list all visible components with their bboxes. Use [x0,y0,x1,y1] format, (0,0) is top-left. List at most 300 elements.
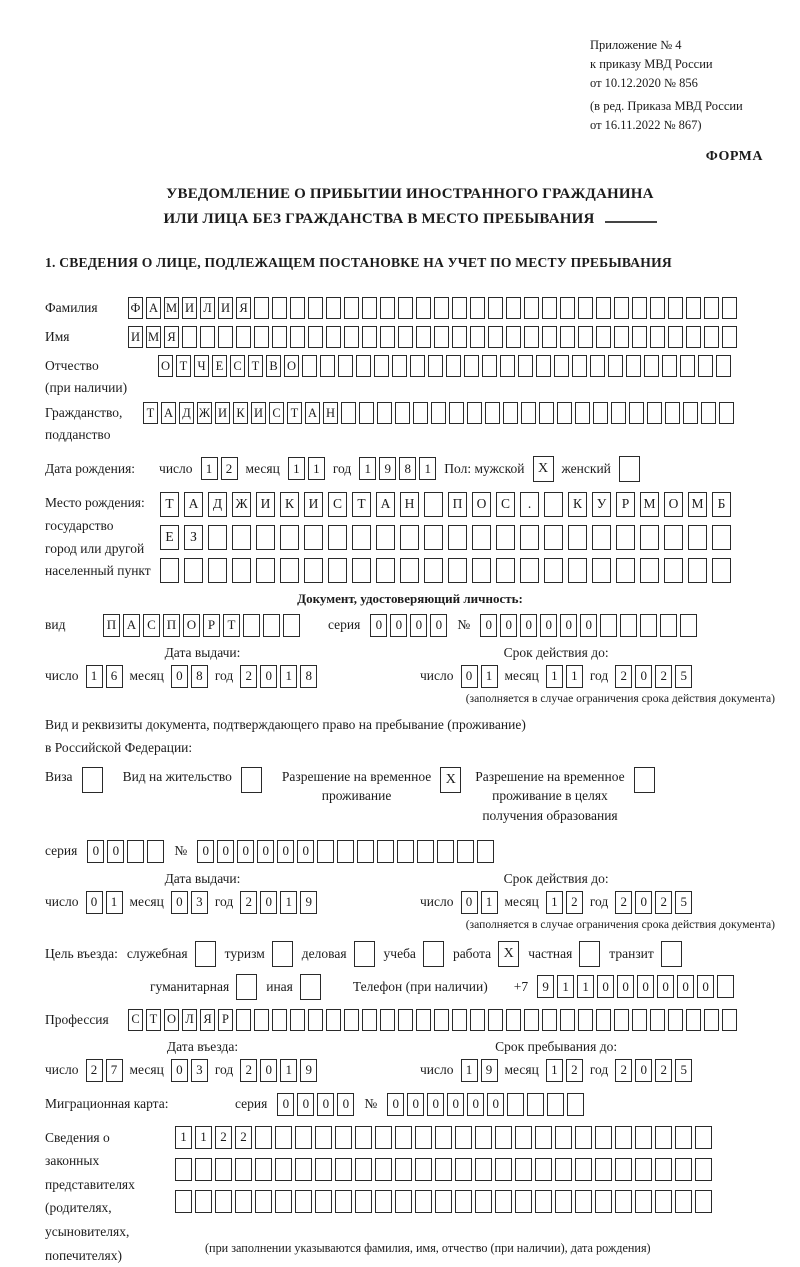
char-cell[interactable] [175,1190,192,1213]
phone-cells[interactable] [537,975,734,998]
char-cell[interactable] [424,525,443,550]
char-cell[interactable] [555,1190,572,1213]
char-cell[interactable] [215,1190,232,1213]
sex-male-checkbox[interactable] [533,456,554,482]
char-cell[interactable] [392,355,407,377]
purpose-study-checkbox[interactable] [423,941,444,967]
char-cell[interactable] [308,1009,323,1031]
visa-checkbox[interactable] [82,767,103,793]
char-cell[interactable] [355,1190,372,1213]
char-cell[interactable]: 2 [566,1059,583,1082]
char-cell[interactable]: 1 [546,1059,563,1082]
char-cell[interactable]: 1 [419,457,436,480]
char-cell[interactable] [650,1009,665,1031]
char-cell[interactable] [410,355,425,377]
char-cell[interactable] [362,297,377,319]
char-cell[interactable] [375,1158,392,1181]
char-cell[interactable]: О [472,492,491,517]
char-cell[interactable] [495,1190,512,1213]
char-cell[interactable]: 1 [106,891,123,914]
char-cell[interactable]: 0 [635,1059,652,1082]
char-cell[interactable] [352,525,371,550]
char-cell[interactable] [496,558,515,583]
char-cell[interactable]: 0 [387,1093,404,1116]
char-cell[interactable] [640,558,659,583]
char-cell[interactable] [449,402,464,424]
char-cell[interactable] [568,525,587,550]
char-cell[interactable] [547,1093,564,1116]
char-cell[interactable]: Н [323,402,338,424]
char-cell[interactable] [472,558,491,583]
char-cell[interactable]: М [164,297,179,319]
char-cell[interactable]: М [688,492,707,517]
char-cell[interactable] [398,297,413,319]
char-cell[interactable]: 0 [540,614,557,637]
char-cell[interactable]: 1 [86,665,103,688]
char-cell[interactable] [400,525,419,550]
char-cell[interactable] [560,297,575,319]
purpose-commercial-checkbox[interactable] [354,941,375,967]
char-cell[interactable] [712,558,731,583]
char-cell[interactable] [344,297,359,319]
char-cell[interactable]: 6 [106,665,123,688]
char-cell[interactable] [698,355,713,377]
char-cell[interactable] [539,402,554,424]
char-cell[interactable]: П [103,614,120,637]
char-cell[interactable] [632,1009,647,1031]
char-cell[interactable]: О [164,1009,179,1031]
char-cell[interactable]: 0 [407,1093,424,1116]
char-cell[interactable] [326,1009,341,1031]
char-cell[interactable]: 0 [257,840,274,863]
char-cell[interactable] [686,1009,701,1031]
char-cell[interactable] [544,492,563,517]
char-cell[interactable] [423,941,444,967]
char-cell[interactable]: О [158,355,173,377]
char-cell[interactable] [415,1126,432,1149]
char-cell[interactable] [308,326,323,348]
char-cell[interactable] [686,297,701,319]
stay-year-cells[interactable] [615,1059,692,1082]
char-cell[interactable] [575,1190,592,1213]
char-cell[interactable] [428,355,443,377]
char-cell[interactable] [542,1009,557,1031]
char-cell[interactable] [572,355,587,377]
char-cell[interactable] [722,326,737,348]
char-cell[interactable]: 0 [197,840,214,863]
res-issue-month-cells[interactable] [171,891,208,914]
char-cell[interactable] [544,558,563,583]
purpose-humanitarian-checkbox[interactable] [236,974,257,1000]
char-cell[interactable] [338,355,353,377]
char-cell[interactable]: К [233,402,248,424]
char-cell[interactable] [302,355,317,377]
char-cell[interactable] [395,1158,412,1181]
char-cell[interactable] [395,1126,412,1149]
char-cell[interactable]: 2 [240,1059,257,1082]
char-cell[interactable] [280,525,299,550]
char-cell[interactable] [592,525,611,550]
birth-month-cells[interactable] [288,457,325,480]
char-cell[interactable] [675,1126,692,1149]
char-cell[interactable] [661,941,682,967]
char-cell[interactable]: Я [200,1009,215,1031]
char-cell[interactable]: С [496,492,515,517]
char-cell[interactable]: Ж [197,402,212,424]
char-cell[interactable] [616,558,635,583]
char-cell[interactable]: Т [160,492,179,517]
char-cell[interactable] [575,1126,592,1149]
char-cell[interactable]: Ж [232,492,251,517]
char-cell[interactable] [452,297,467,319]
char-cell[interactable]: 0 [461,891,478,914]
char-cell[interactable]: Т [223,614,240,637]
char-cell[interactable] [435,1158,452,1181]
doc-number-cells[interactable] [480,614,697,637]
char-cell[interactable] [524,297,539,319]
char-cell[interactable] [435,1126,452,1149]
char-cell[interactable]: 9 [300,891,317,914]
birthplace-row2-cells[interactable] [160,525,731,550]
char-cell[interactable]: Р [218,1009,233,1031]
char-cell[interactable]: С [269,402,284,424]
birthplace-row1-cells[interactable] [160,492,731,517]
char-cell[interactable]: 2 [655,1059,672,1082]
char-cell[interactable] [595,1126,612,1149]
char-cell[interactable] [608,355,623,377]
char-cell[interactable] [515,1190,532,1213]
char-cell[interactable]: С [143,614,160,637]
char-cell[interactable] [308,297,323,319]
char-cell[interactable]: С [230,355,245,377]
char-cell[interactable] [470,297,485,319]
char-cell[interactable]: 0 [171,665,188,688]
char-cell[interactable]: 2 [655,891,672,914]
char-cell[interactable] [632,326,647,348]
sex-female-checkbox[interactable] [619,456,640,482]
representatives-row1-cells[interactable] [175,1126,712,1149]
temp-residence-edu-checkbox[interactable] [634,767,655,793]
char-cell[interactable] [300,974,321,1000]
char-cell[interactable]: 7 [106,1059,123,1082]
char-cell[interactable] [578,297,593,319]
char-cell[interactable] [506,297,521,319]
char-cell[interactable] [578,1009,593,1031]
char-cell[interactable] [665,402,680,424]
char-cell[interactable] [527,1093,544,1116]
char-cell[interactable] [395,1190,412,1213]
char-cell[interactable]: А [123,614,140,637]
char-cell[interactable] [575,1158,592,1181]
char-cell[interactable]: А [146,297,161,319]
char-cell[interactable] [434,326,449,348]
char-cell[interactable] [416,297,431,319]
char-cell[interactable] [655,1158,672,1181]
res-series-cells[interactable] [87,840,164,863]
char-cell[interactable]: 1 [308,457,325,480]
char-cell[interactable] [575,402,590,424]
char-cell[interactable] [568,558,587,583]
char-cell[interactable] [424,558,443,583]
char-cell[interactable] [578,326,593,348]
char-cell[interactable] [452,326,467,348]
char-cell[interactable] [377,840,394,863]
char-cell[interactable] [675,1158,692,1181]
char-cell[interactable]: В [266,355,281,377]
char-cell[interactable] [195,941,216,967]
char-cell[interactable] [416,326,431,348]
char-cell[interactable] [535,1158,552,1181]
surname-cells[interactable] [128,297,737,319]
temp-residence-checkbox[interactable] [440,767,461,793]
char-cell[interactable] [398,1009,413,1031]
char-cell[interactable]: М [640,492,659,517]
char-cell[interactable]: 1 [280,665,297,688]
char-cell[interactable] [295,1126,312,1149]
entry-day-cells[interactable] [86,1059,123,1082]
char-cell[interactable]: Д [208,492,227,517]
stay-month-cells[interactable] [546,1059,583,1082]
char-cell[interactable] [272,941,293,967]
char-cell[interactable]: 9 [537,975,554,998]
char-cell[interactable] [184,558,203,583]
char-cell[interactable] [704,297,719,319]
doc-type-cells[interactable] [103,614,300,637]
res-expiry-year-cells[interactable] [615,891,692,914]
char-cell[interactable]: 0 [87,840,104,863]
profession-cells[interactable] [128,1009,737,1031]
char-cell[interactable] [485,402,500,424]
char-cell[interactable]: Т [146,1009,161,1031]
char-cell[interactable] [182,326,197,348]
char-cell[interactable] [82,767,103,793]
char-cell[interactable] [160,558,179,583]
char-cell[interactable] [434,1009,449,1031]
char-cell[interactable]: 0 [635,665,652,688]
char-cell[interactable] [644,355,659,377]
char-cell[interactable]: 0 [337,1093,354,1116]
char-cell[interactable] [275,1190,292,1213]
char-cell[interactable] [544,525,563,550]
char-cell[interactable]: 0 [467,1093,484,1116]
char-cell[interactable] [470,326,485,348]
char-cell[interactable] [254,1009,269,1031]
char-cell[interactable]: 1 [557,975,574,998]
char-cell[interactable] [376,558,395,583]
char-cell[interactable]: 2 [615,665,632,688]
char-cell[interactable]: Т [176,355,191,377]
char-cell[interactable]: И [304,492,323,517]
birth-day-cells[interactable] [201,457,238,480]
char-cell[interactable] [475,1126,492,1149]
res-number-cells[interactable] [197,840,494,863]
char-cell[interactable] [475,1158,492,1181]
char-cell[interactable] [520,558,539,583]
char-cell[interactable] [304,525,323,550]
char-cell[interactable] [263,614,280,637]
char-cell[interactable] [524,326,539,348]
char-cell[interactable]: 0 [500,614,517,637]
char-cell[interactable]: 9 [481,1059,498,1082]
char-cell[interactable] [515,1126,532,1149]
char-cell[interactable] [496,525,515,550]
char-cell[interactable] [629,402,644,424]
char-cell[interactable] [614,1009,629,1031]
char-cell[interactable] [295,1190,312,1213]
char-cell[interactable] [567,1093,584,1116]
char-cell[interactable] [315,1158,332,1181]
res-issue-day-cells[interactable] [86,891,123,914]
char-cell[interactable]: О [183,614,200,637]
char-cell[interactable] [290,1009,305,1031]
char-cell[interactable] [377,402,392,424]
char-cell[interactable]: А [161,402,176,424]
char-cell[interactable]: X [533,456,554,482]
char-cell[interactable] [614,326,629,348]
char-cell[interactable] [500,355,515,377]
char-cell[interactable]: 1 [280,1059,297,1082]
char-cell[interactable]: 1 [566,665,583,688]
char-cell[interactable] [255,1158,272,1181]
char-cell[interactable]: Л [182,1009,197,1031]
char-cell[interactable]: 1 [546,891,563,914]
char-cell[interactable] [542,297,557,319]
char-cell[interactable] [344,1009,359,1031]
char-cell[interactable] [520,525,539,550]
char-cell[interactable] [518,355,533,377]
char-cell[interactable] [328,558,347,583]
char-cell[interactable] [722,297,737,319]
char-cell[interactable] [596,1009,611,1031]
char-cell[interactable] [400,558,419,583]
char-cell[interactable] [660,614,677,637]
char-cell[interactable] [415,1190,432,1213]
char-cell[interactable]: 8 [191,665,208,688]
birthplace-row3-cells[interactable] [160,558,731,583]
entry-year-cells[interactable] [240,1059,317,1082]
char-cell[interactable]: 0 [461,665,478,688]
char-cell[interactable] [701,402,716,424]
res-issue-year-cells[interactable] [240,891,317,914]
char-cell[interactable] [595,1190,612,1213]
char-cell[interactable]: 0 [171,1059,188,1082]
char-cell[interactable]: 0 [635,891,652,914]
char-cell[interactable] [554,355,569,377]
char-cell[interactable] [668,297,683,319]
char-cell[interactable] [127,840,144,863]
char-cell[interactable] [457,840,474,863]
char-cell[interactable]: Р [616,492,635,517]
char-cell[interactable]: П [163,614,180,637]
char-cell[interactable] [272,326,287,348]
entry-month-cells[interactable] [171,1059,208,1082]
char-cell[interactable] [542,326,557,348]
char-cell[interactable] [254,326,269,348]
char-cell[interactable] [475,1190,492,1213]
purpose-business-checkbox[interactable] [195,941,216,967]
char-cell[interactable] [704,1009,719,1031]
char-cell[interactable]: 2 [566,891,583,914]
char-cell[interactable] [255,1126,272,1149]
char-cell[interactable]: О [284,355,299,377]
char-cell[interactable] [695,1190,712,1213]
char-cell[interactable] [632,297,647,319]
char-cell[interactable] [272,297,287,319]
doc-expiry-day-cells[interactable] [461,665,498,688]
char-cell[interactable] [315,1126,332,1149]
char-cell[interactable] [335,1126,352,1149]
char-cell[interactable] [662,355,677,377]
char-cell[interactable] [495,1126,512,1149]
char-cell[interactable]: 1 [481,665,498,688]
char-cell[interactable]: 0 [430,614,447,637]
char-cell[interactable] [326,297,341,319]
char-cell[interactable] [275,1126,292,1149]
char-cell[interactable] [275,1158,292,1181]
char-cell[interactable]: 0 [317,1093,334,1116]
char-cell[interactable] [555,1126,572,1149]
char-cell[interactable] [683,402,698,424]
char-cell[interactable] [290,297,305,319]
char-cell[interactable]: 0 [637,975,654,998]
char-cell[interactable]: 0 [107,840,124,863]
char-cell[interactable] [680,355,695,377]
char-cell[interactable] [634,767,655,793]
char-cell[interactable]: И [128,326,143,348]
char-cell[interactable] [280,558,299,583]
char-cell[interactable]: И [251,402,266,424]
char-cell[interactable] [446,355,461,377]
char-cell[interactable]: 0 [217,840,234,863]
char-cell[interactable]: А [376,492,395,517]
stay-day-cells[interactable] [461,1059,498,1082]
given-name-cells[interactable] [128,326,737,348]
char-cell[interactable] [208,525,227,550]
char-cell[interactable]: Т [352,492,371,517]
char-cell[interactable] [335,1158,352,1181]
char-cell[interactable]: Ч [194,355,209,377]
char-cell[interactable] [431,402,446,424]
char-cell[interactable] [719,402,734,424]
birth-year-cells[interactable] [359,457,436,480]
char-cell[interactable] [579,941,600,967]
char-cell[interactable] [380,326,395,348]
char-cell[interactable]: С [128,1009,143,1031]
char-cell[interactable] [635,1158,652,1181]
doc-expiry-year-cells[interactable] [615,665,692,688]
char-cell[interactable]: 1 [175,1126,192,1149]
char-cell[interactable] [195,1190,212,1213]
char-cell[interactable]: 2 [221,457,238,480]
char-cell[interactable] [712,525,731,550]
char-cell[interactable] [320,355,335,377]
char-cell[interactable] [355,1158,372,1181]
char-cell[interactable] [455,1158,472,1181]
char-cell[interactable] [495,1158,512,1181]
char-cell[interactable]: Б [712,492,731,517]
char-cell[interactable] [619,456,640,482]
char-cell[interactable] [535,1190,552,1213]
char-cell[interactable]: X [440,767,461,793]
char-cell[interactable] [635,1190,652,1213]
char-cell[interactable] [611,402,626,424]
char-cell[interactable]: 1 [280,891,297,914]
doc-issue-month-cells[interactable] [171,665,208,688]
char-cell[interactable]: 0 [171,891,188,914]
char-cell[interactable] [655,1126,672,1149]
char-cell[interactable] [448,525,467,550]
char-cell[interactable] [397,840,414,863]
